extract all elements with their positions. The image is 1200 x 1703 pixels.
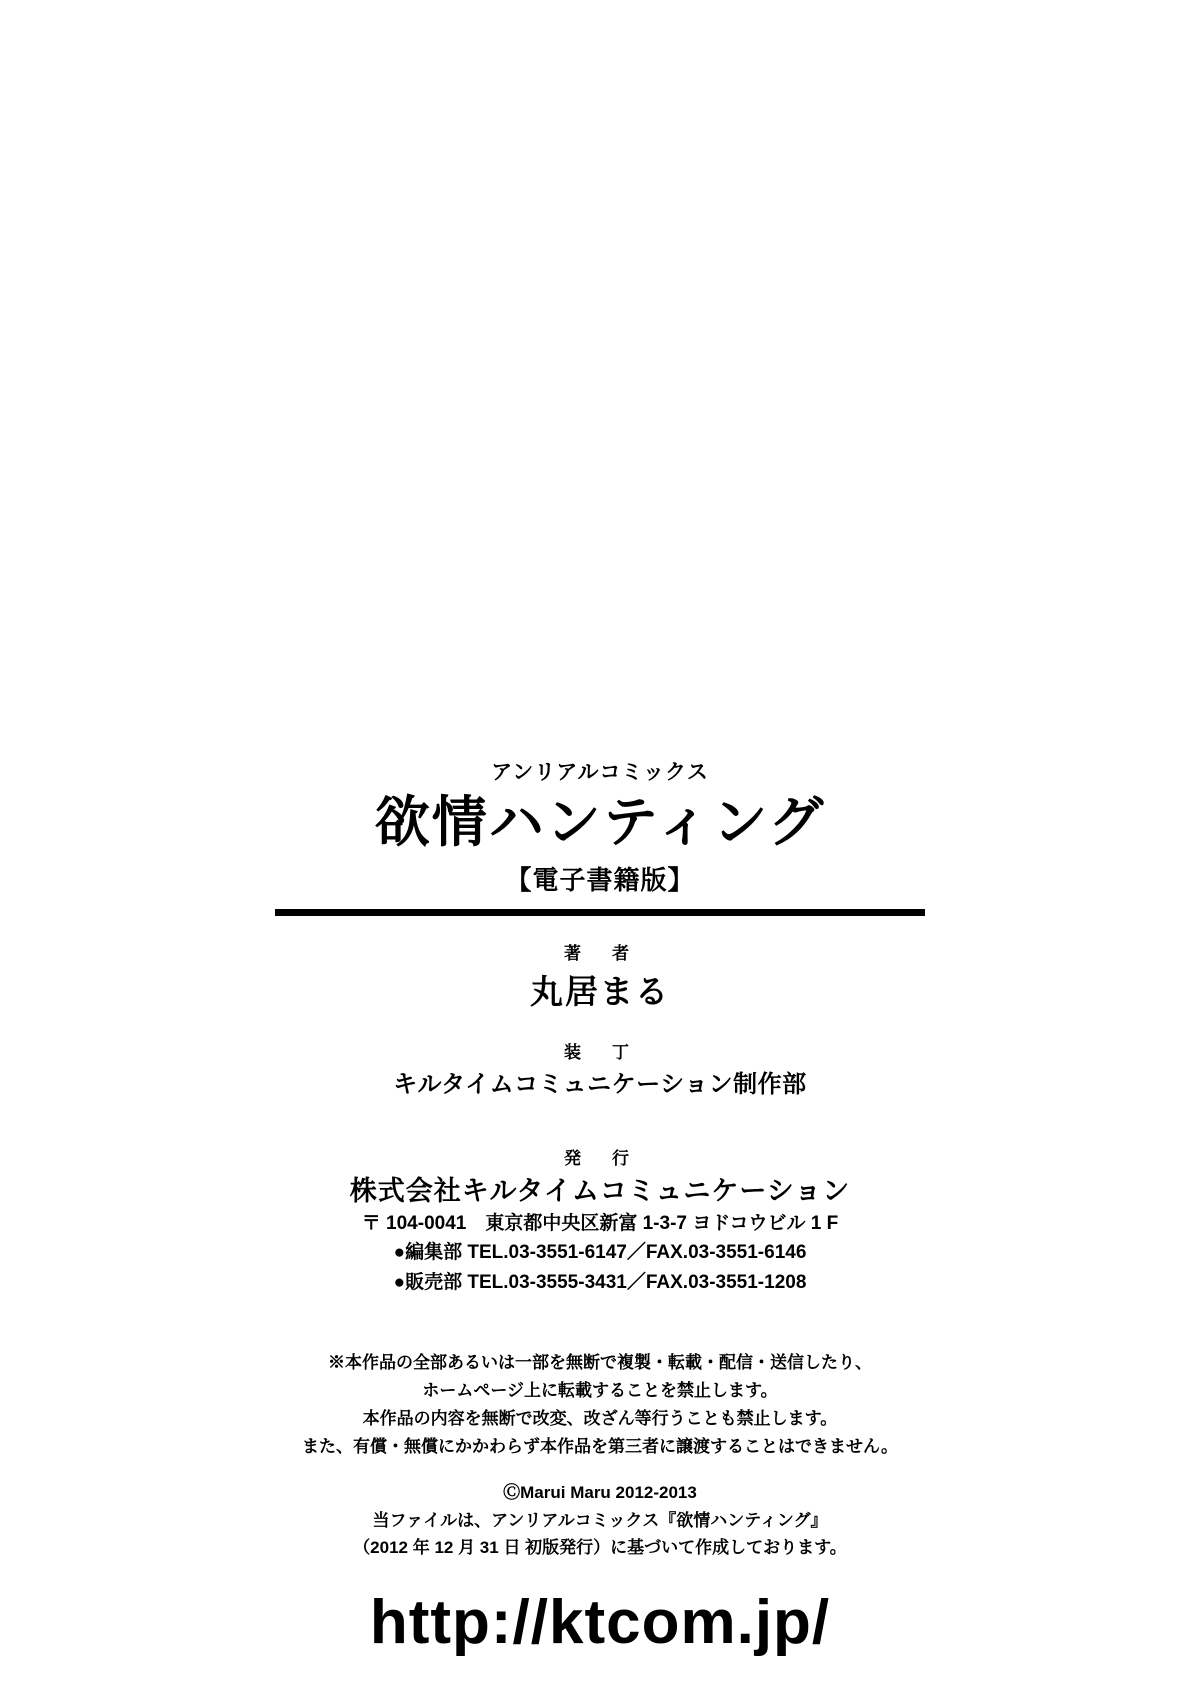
notice-line: ※本作品の全部あるいは一部を無断で複製・転載・配信・送信したり、 <box>328 1353 872 1373</box>
design-value: キルタイムコミュニケーション制作部 <box>393 1070 807 1098</box>
colophon-block <box>0 760 1200 1657</box>
copyright-line: 当ファイルは、アンリアルコミックス『欲情ハンティング』 <box>372 1510 828 1530</box>
editorial-contact: ●編集部 TEL.03-3551-6147／FAX.03-3551-6146 <box>393 1242 807 1264</box>
design-block <box>0 1041 1200 1101</box>
author-label: 著 者 <box>564 944 636 964</box>
author-name: 丸居まる <box>530 973 670 1011</box>
publisher-address: 〒 104-0041 東京都中央区新富 1-3-7 ヨドコウビル 1 F <box>361 1212 839 1234</box>
author-block <box>0 942 1200 1014</box>
publication-block <box>0 1147 1200 1297</box>
copyright-line: （2012 年 12 月 31 日 初版発行）に基づいて作成しております。 <box>353 1537 847 1557</box>
notice-block <box>0 1349 1200 1461</box>
notice-line: ホームページ上に転載することを禁止します。 <box>422 1381 778 1401</box>
copyright-line: ⒸMarui Maru 2012-2013 <box>503 1483 697 1503</box>
notice-line: また、有償・無償にかかわらず本作品を第三者に譲渡することはできません。 <box>301 1437 899 1457</box>
publisher-name: 株式会社キルタイムコミュニケーション <box>349 1175 851 1206</box>
edition-badge-wrap <box>0 854 1200 897</box>
edition-badge: 【電子書籍版】 <box>505 865 695 896</box>
notice-line: 本作品の内容を無断で改変、改ざん等行うことも禁止します。 <box>362 1409 838 1429</box>
sales-contact: ●販売部 TEL.03-3555-3431／FAX.03-3551-1208 <box>393 1271 807 1293</box>
publication-label: 発 行 <box>564 1148 636 1168</box>
copyright-block <box>0 1479 1200 1561</box>
divider-rule <box>275 909 925 916</box>
book-title: 欲情ハンティング <box>374 791 826 854</box>
publisher-url[interactable]: http://ktcom.jp/ <box>369 1587 831 1657</box>
series-label: アンリアルコミックス <box>491 761 709 784</box>
design-label: 装 丁 <box>564 1042 636 1062</box>
